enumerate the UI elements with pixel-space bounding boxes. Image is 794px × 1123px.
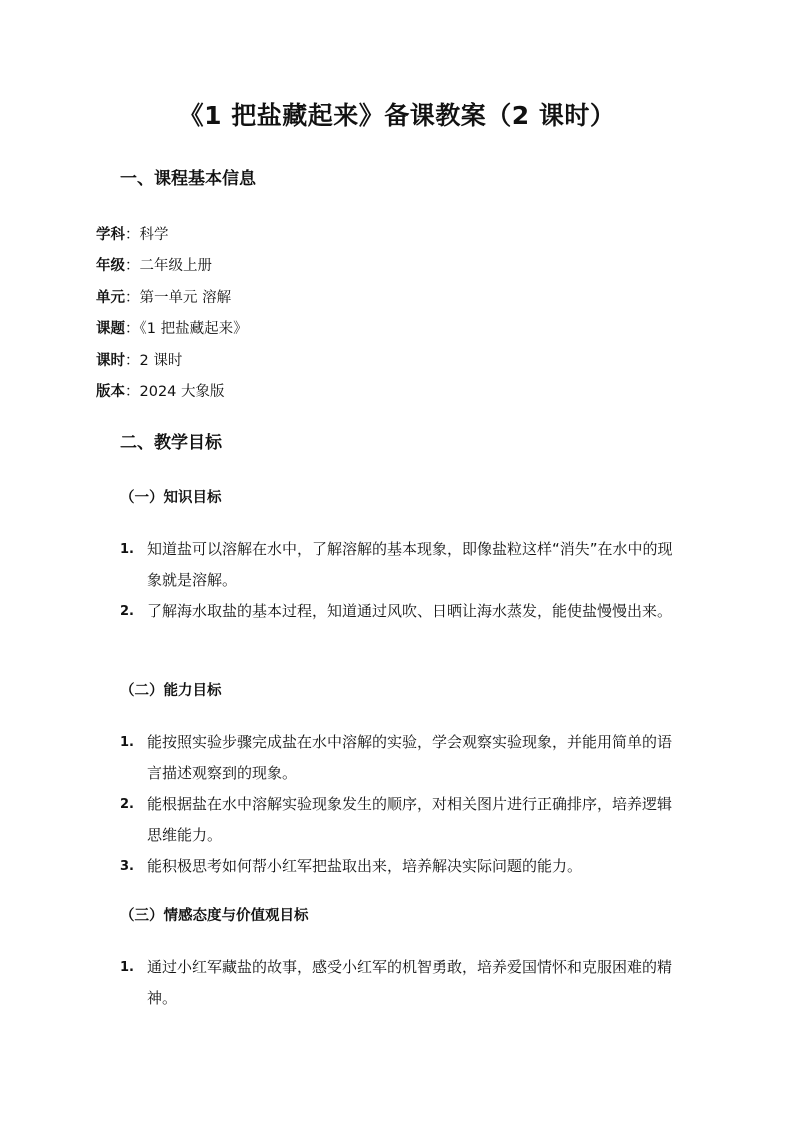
list-item (120, 789, 680, 851)
section-heading-basic-info: 一、课程基本信息 (120, 169, 256, 189)
ability-goals-list (120, 727, 680, 882)
list-item (120, 727, 680, 789)
section-heading-teaching-goals: 二、教学目标 (120, 433, 222, 453)
list-item-number: 1. (120, 735, 134, 750)
list-item (120, 851, 680, 882)
info-row-subject (96, 220, 248, 251)
values-goals-list (120, 952, 680, 1014)
info-separator: ： (125, 384, 140, 401)
info-separator: ： (125, 227, 140, 243)
list-item-text: 了解海水取盐的基本过程，知道通过风吹、日晒让海水蒸发，能使盐慢慢出来。 (147, 602, 673, 620)
info-row-periods (96, 346, 248, 377)
knowledge-goals-list (120, 534, 680, 627)
info-row-edition (96, 377, 248, 408)
info-key: 课时 (96, 352, 125, 369)
list-item-text: 知道盐可以溶解在水中，了解溶解的基本现象，即像盐粒这样“消失”在水中的现象就是溶解。 (147, 540, 673, 589)
info-key: 单元 (96, 289, 125, 306)
info-key: 版本 (96, 384, 125, 401)
document-title: 《1 把盐藏起来》备课教案（2 课时） (178, 101, 616, 130)
info-value: 第一单元 溶解 (139, 289, 232, 306)
info-row-topic (96, 314, 248, 345)
list-item-text: 能根据盐在水中溶解实验现象发生的顺序，对相关图片进行正确排序，培养逻辑思维能力。 (147, 795, 673, 844)
info-row-grade (96, 251, 248, 282)
info-value: 二年级上册 (139, 258, 212, 275)
list-item-number: 2. (120, 604, 134, 619)
list-item-number: 1. (120, 542, 134, 557)
info-value: 2024 大象版 (139, 384, 225, 401)
course-info-list (96, 220, 248, 408)
info-separator: ： (125, 289, 140, 306)
list-item-text: 通过小红军藏盐的故事，感受小红军的机智勇敢，培养爱国情怀和克服困难的精神。 (147, 958, 673, 1007)
info-value: 《1 把盐藏起来》 (139, 321, 248, 338)
list-item-number: 2. (120, 797, 134, 812)
subsection-heading-knowledge: （一）知识目标 (120, 490, 222, 506)
list-item-number: 1. (120, 960, 134, 975)
subsection-heading-values: （三）情感态度与价值观目标 (120, 908, 309, 924)
list-item (120, 534, 680, 596)
info-value: 2 课时 (139, 352, 183, 369)
list-item-text: 能按照实验步骤完成盐在水中溶解的实验，学会观察实验现象，并能用简单的语言描述观察到的现象。 (147, 733, 673, 782)
list-item (120, 952, 680, 1014)
list-item (120, 596, 680, 627)
info-row-unit (96, 283, 248, 314)
subsection-heading-ability: （二）能力目标 (120, 683, 222, 699)
info-key: 课题 (96, 321, 125, 338)
info-key: 学科 (96, 227, 125, 243)
info-separator: ： (125, 352, 140, 369)
info-separator: ： (125, 258, 140, 275)
list-item-text: 能积极思考如何帮小红军把盐取出来，培养解决实际问题的能力。 (147, 857, 583, 875)
info-key: 年级 (96, 258, 125, 275)
list-item-number: 3. (120, 859, 134, 874)
info-separator: ： (125, 321, 140, 338)
info-value: 科学 (139, 227, 169, 243)
